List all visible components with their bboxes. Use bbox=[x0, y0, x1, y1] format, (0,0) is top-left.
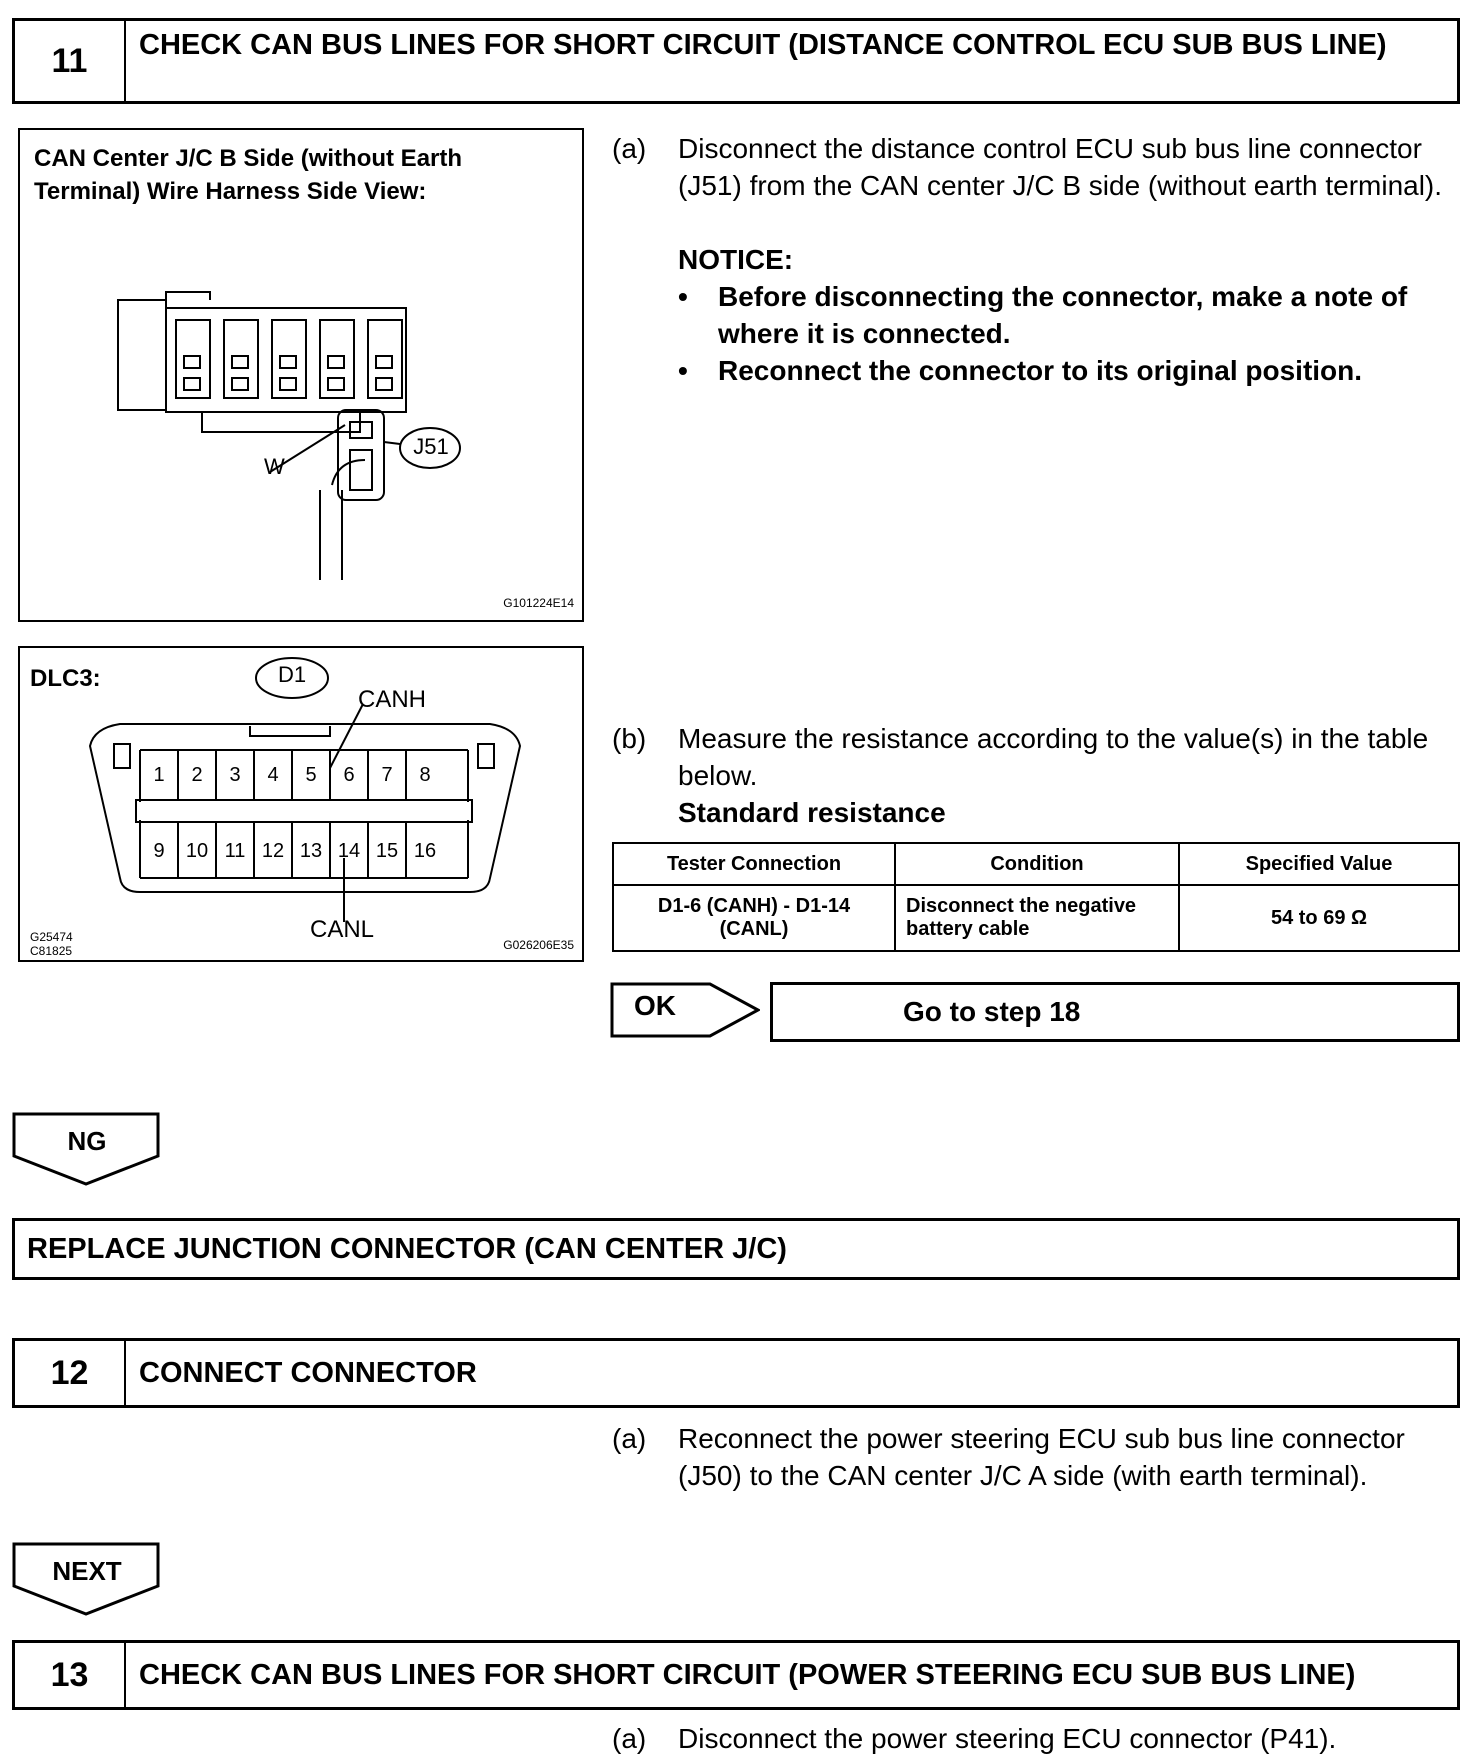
pin-number: 11 bbox=[224, 840, 246, 862]
connector-label-j51: J51 bbox=[413, 434, 449, 459]
instruction-text: Measure the resistance according to the value(s) in the table below. bbox=[678, 723, 1429, 791]
pin-number: 14 bbox=[337, 840, 361, 862]
notice-list bbox=[678, 278, 1462, 389]
standard-resistance-label: Standard resistance bbox=[678, 797, 946, 828]
step-title: CHECK CAN BUS LINES FOR SHORT CIRCUIT (DISTANCE CONTROL ECU SUB BUS LINE) bbox=[139, 29, 1387, 61]
table-header: Tester Connection bbox=[613, 843, 895, 885]
replace-title: REPLACE JUNCTION CONNECTOR (CAN CENTER J/C) bbox=[27, 1233, 787, 1265]
replace-junction-box bbox=[12, 1218, 1460, 1280]
pin-number: 7 bbox=[381, 764, 393, 786]
dlc3-connector-drawing bbox=[20, 648, 582, 960]
pin-number: 15 bbox=[375, 840, 399, 862]
table-header-row bbox=[613, 843, 1459, 885]
item-tag: (a) bbox=[612, 1423, 647, 1454]
instruction-text: Disconnect the power steering ECU connector (P41). bbox=[678, 1723, 1337, 1754]
step-12-header bbox=[12, 1338, 1460, 1408]
pin-number: 3 bbox=[229, 764, 241, 786]
bullet-icon: • bbox=[678, 281, 688, 312]
item-tag: (a) bbox=[612, 133, 647, 164]
instruction-text: Disconnect the distance control ECU sub bus line connector (J51) from the CAN center J/C B side (without earth terminal). bbox=[678, 133, 1443, 201]
resistance-table bbox=[612, 842, 1460, 952]
ng-label: NG bbox=[67, 1126, 107, 1156]
notice-item: • Reconnect the connector to its original position. bbox=[678, 352, 1462, 389]
go-to-step-18-box[interactable] bbox=[770, 982, 1460, 1042]
step-title: CHECK CAN BUS LINES FOR SHORT CIRCUIT (POWER STEERING ECU SUB BUS LINE) bbox=[139, 1659, 1356, 1691]
figure-caption: CAN Center J/C B Side (without Earth Terminal) Wire Harness Side View: bbox=[34, 145, 463, 205]
pin-number: 13 bbox=[299, 840, 323, 862]
instruction-text: Reconnect the power steering ECU sub bus line connector (J50) to the CAN center J/C A side (with earth terminal). bbox=[678, 1423, 1405, 1491]
figure-can-center-jc bbox=[18, 128, 584, 622]
pin-number: 2 bbox=[191, 764, 203, 786]
ok-action-text: Go to step 18 bbox=[903, 996, 1081, 1027]
notice-label: NOTICE: bbox=[678, 244, 794, 275]
figure-code-left-1: G25474 bbox=[30, 930, 73, 944]
pin-number: 4 bbox=[267, 764, 279, 786]
pin-number: 12 bbox=[261, 840, 285, 862]
table-header: Specified Value bbox=[1179, 843, 1459, 885]
step-number: 11 bbox=[15, 21, 126, 101]
figure-code-right: G026206E35 bbox=[503, 938, 574, 952]
step-number: 13 bbox=[15, 1643, 126, 1707]
table-cell: Disconnect the negative battery cable bbox=[895, 885, 1179, 951]
step-number: 12 bbox=[15, 1341, 126, 1405]
figure-code: G101224E14 bbox=[503, 596, 574, 610]
figure-caption: DLC3: bbox=[30, 665, 101, 692]
ok-arrow-shape bbox=[610, 982, 760, 1038]
item-tag: (a) bbox=[612, 1723, 647, 1754]
pin-row-bottom bbox=[140, 840, 468, 863]
pin-row-top bbox=[140, 764, 468, 787]
canl-label: CANL bbox=[310, 916, 375, 943]
pin-number: 6 bbox=[343, 764, 355, 786]
canh-label: CANH bbox=[358, 686, 427, 713]
wire-color-label: W bbox=[264, 454, 285, 479]
pin-number: 5 bbox=[305, 764, 317, 786]
step-11-header bbox=[12, 18, 1460, 104]
pin-number: 8 bbox=[419, 764, 431, 786]
next-label: NEXT bbox=[52, 1556, 122, 1586]
step-13-header bbox=[12, 1640, 1460, 1710]
ok-label: OK bbox=[634, 990, 676, 1021]
table-row bbox=[613, 885, 1459, 951]
pin-number: 1 bbox=[153, 764, 165, 786]
step-title: CONNECT CONNECTOR bbox=[139, 1357, 477, 1389]
figure-dlc3 bbox=[18, 646, 584, 962]
table-cell: 54 to 69 Ω bbox=[1179, 885, 1459, 951]
table-cell: D1-6 (CANH) - D1-14 (CANL) bbox=[613, 885, 895, 951]
figure-code-left-2: C81825 bbox=[30, 944, 73, 958]
pin-number: 10 bbox=[185, 840, 209, 862]
pin-number: 9 bbox=[153, 840, 165, 862]
pin-number: 16 bbox=[413, 840, 437, 862]
notice-item: • Before disconnecting the connector, make a note of where it is connected. bbox=[678, 278, 1462, 352]
table-header: Condition bbox=[895, 843, 1179, 885]
bullet-icon: • bbox=[678, 355, 688, 386]
connector-label-d1: D1 bbox=[277, 662, 307, 687]
junction-connector-drawing bbox=[20, 130, 582, 620]
item-tag: (b) bbox=[612, 723, 647, 754]
